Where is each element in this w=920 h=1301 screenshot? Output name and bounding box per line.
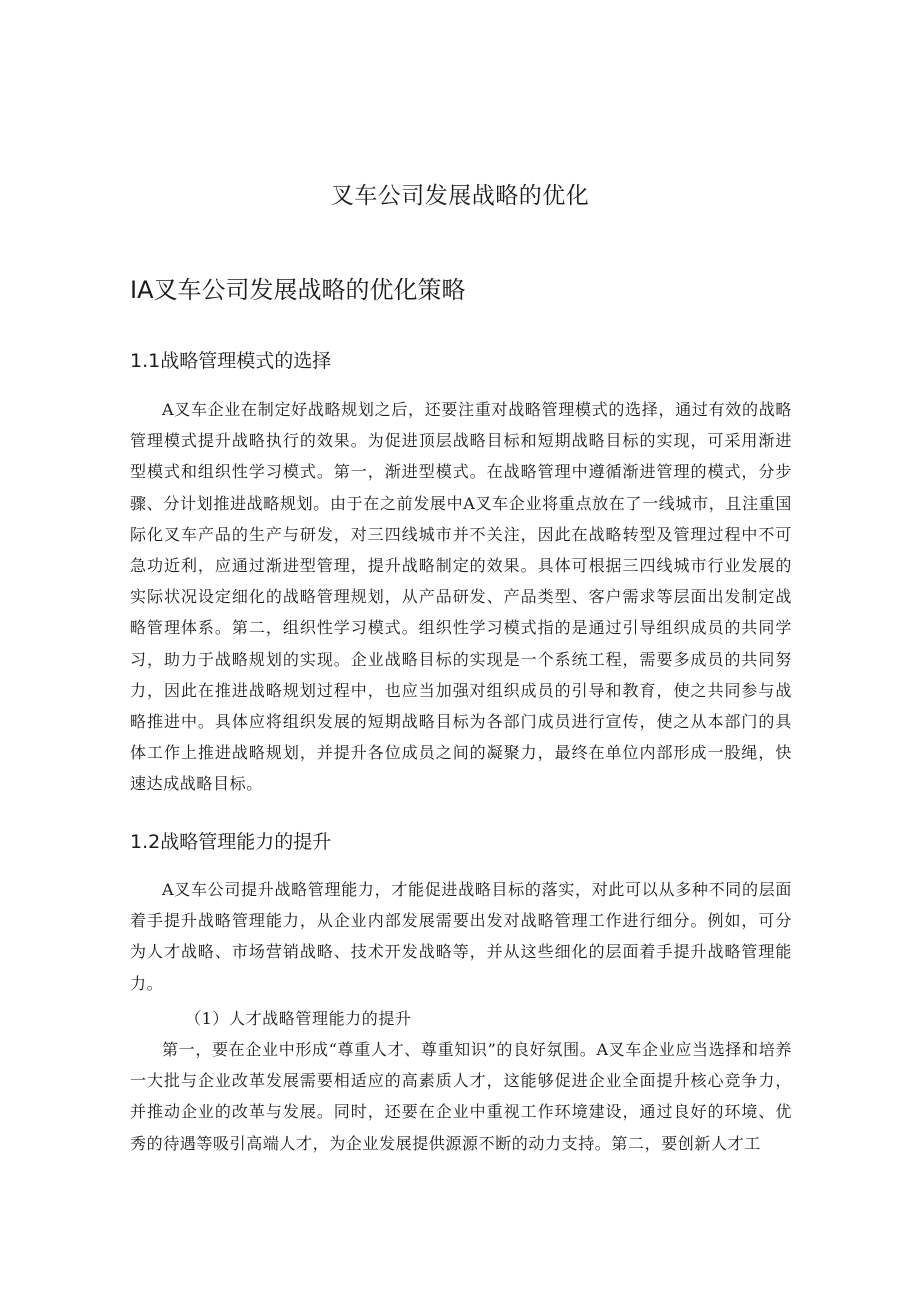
section-heading: IA叉车公司发展战略的优化策略 [130,276,466,304]
document-title: 叉车公司发展战略的优化 [330,183,590,209]
paragraph-strategy-capability: A叉车公司提升战略管理能力，才能促进战略目标的落实，对此可以从多种不同的层面着手提升战略管理能力，从企业内部发展需要出发对战略管理工作进行细分。例如，可分为人才战略、市场营销战略、技术开发战略等，并从这些细化的层面着手提升战略管理能力。 [130,880,792,993]
subsection-heading-1-2: 1.2战略管理能力的提升 [130,831,332,853]
item-heading-talent-strategy: （1）人才战略管理能力的提升 [185,1009,412,1028]
subsection-heading-1-1: 1.1战略管理模式的选择 [130,350,332,372]
paragraph-strategy-mode: A叉车企业在制定好战略规划之后，还要注重对战略管理模式的选择，通过有效的战略管理模式提升战略执行的效果。为促进顶层战略目标和短期战略目标的实现，可采用渐进型模式和组织性学习模式。第一，渐进型模式。在战略管理中遵循渐进管理的模式，分步骤、分计划推进战略规划。由于在之前发展中A叉车企业将重点放在了一线城市，且注重国际化叉车产品的生产与研发，对三四线城市并不关注，因此在战略转型及管理过程中不可急功近利，应通过渐进型管理，提升战略制定的效果。具体可根据三四线城市行业发展的实际状况设定细化的战略管理规划，从产品研发、产品类型、客户需求等层面出发制定战略管理体系。第二，组织性学习模式。组织性学习模式指的是通过引导组织成员的共同学习，助力于战略规划的实现。企业战略目标的实现是一个系统工程，需要多成员的共同努力，因此在推进战略规划过程中，也应当加强对组织成员的引导和教育，使之共同参与战略推进中。具体应将组织发展的短期战略目标为各部门成员进行宣传，使之从本部门的具体工作上推进战略规划，并提升各位成员之间的凝聚力，最终在单位内部形成一股绳，快速达成战略目标。 [130,400,792,794]
paragraph-talent-strategy: 第一，要在企业中形成“尊重人才、尊重知识”的良好氛围。A叉车企业应当选择和培养一大批与企业改革发展需要相适应的高素质人才，这能够促进企业全面提升核心竞争力，并推动企业的改革与发展。同时，还要在企业中重视工作环境建设，通过良好的环境、优秀的待遇等吸引高端人才，为企业发展提供源源不断的动力支持。第二，要创新人才工 [130,1040,792,1153]
